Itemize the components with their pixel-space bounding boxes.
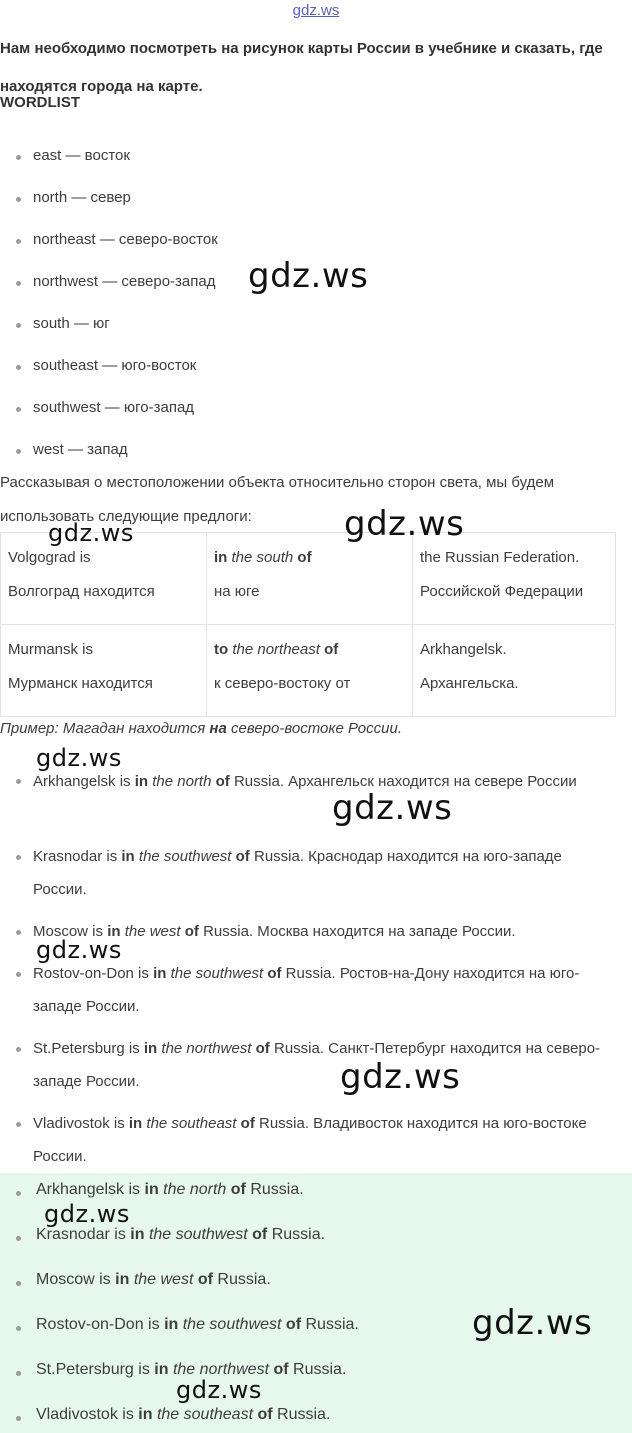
watermark: gdz.ws <box>344 504 465 544</box>
table-cell <box>413 533 616 625</box>
bullet-icon <box>16 197 21 202</box>
cell-ru: Российской Федерации <box>420 583 584 600</box>
cell-ru: Мурманск находится <box>8 675 153 692</box>
cell-en: Arkhangelsk. <box>420 641 507 658</box>
bullet-icon <box>16 972 21 977</box>
example-sentence: Пример: Магадан находится на северо-востоке России. <box>0 720 402 737</box>
bullet-icon <box>16 155 21 160</box>
cell-en: to the northeast of <box>214 641 339 658</box>
list-item: Krasnodar is in the southwest of Russia. <box>36 1226 326 1243</box>
prepositions-paragraph: Рассказывая о местоположении объекта относительно сторон света, мы будем использовать следующие предлоги: <box>0 474 555 525</box>
table-row <box>1 625 616 717</box>
bullet-icon <box>16 1371 21 1376</box>
watermark: gdz.ws <box>340 1057 461 1097</box>
list-item: southwest — юго-запад <box>33 399 195 416</box>
watermark-link[interactable]: gdz.ws <box>292 2 340 19</box>
list-item: St.Petersburg is in the northwest of Russia. <box>36 1361 347 1378</box>
bullet-icon <box>16 1416 21 1421</box>
list-item: Vladivostok is in the southeast of Russia. Владивосток находится на юго-востоке России. <box>33 1115 587 1165</box>
bullet-icon <box>16 323 21 328</box>
table-cell <box>207 625 413 717</box>
table-cell <box>207 533 413 625</box>
list-item: west — запад <box>33 441 128 458</box>
list-item: Rostov-on-Don is in the southwest of Russia. Ростов-на-Дону находится на юго-западе России. <box>33 965 580 1015</box>
cell-en: in the south of <box>214 549 312 566</box>
watermark: gdz.ws <box>332 788 453 828</box>
bullet-icon <box>16 1326 21 1331</box>
list-item: Krasnodar is in the southwest of Russia. Краснодар находится на юго-западе России. <box>33 848 562 898</box>
cell-ru: Волгоград находится <box>8 583 155 600</box>
watermark: gdz.ws <box>472 1303 593 1343</box>
list-item: Moscow is in the west of Russia. Москва находится на западе России. <box>33 923 516 940</box>
watermark: gdz.ws <box>48 519 134 547</box>
bullet-icon <box>16 930 21 935</box>
cell-ru: Архангельска. <box>420 675 519 692</box>
watermark: gdz.ws <box>44 1200 130 1228</box>
bullet-icon <box>16 1047 21 1052</box>
bullet-icon <box>16 1236 21 1241</box>
cell-en: Volgograd is <box>8 549 91 566</box>
prepositions-table <box>0 532 616 717</box>
watermark: gdz.ws <box>36 936 122 964</box>
bullet-icon <box>16 365 21 370</box>
bullet-icon <box>16 779 21 784</box>
bullet-icon <box>16 407 21 412</box>
watermark: gdz.ws <box>36 744 122 772</box>
list-item: south — юг <box>33 315 110 332</box>
list-item: northwest — северо-запад <box>33 273 216 290</box>
table-cell <box>1 625 207 717</box>
bullet-icon <box>16 281 21 286</box>
bullet-icon <box>16 855 21 860</box>
cell-en: the Russian Federation. <box>420 549 580 566</box>
cell-ru: к северо-востоку от <box>214 675 351 692</box>
cell-en: Murmansk is <box>8 641 94 658</box>
list-item: Vladivostok is in the southeast of Russia. <box>36 1406 331 1423</box>
list-item: northeast — северо-восток <box>33 231 218 248</box>
list-item: Arkhangelsk is in the north of Russia. <box>36 1181 304 1198</box>
list-item: Arkhangelsk is in the north of Russia. Архангельск находится на севере России <box>33 773 577 790</box>
bullet-icon <box>16 1281 21 1286</box>
bullet-icon <box>16 449 21 454</box>
list-item: Rostov-on-Don is in the southwest of Russia. <box>36 1316 359 1333</box>
watermark: gdz.ws <box>248 256 369 296</box>
cell-ru: на юге <box>214 583 260 600</box>
table-cell <box>413 625 616 717</box>
bullet-icon <box>16 1191 21 1196</box>
list-item: southeast — юго-восток <box>33 357 197 374</box>
list-item: Moscow is in the west of Russia. <box>36 1271 271 1288</box>
task-intro: Нам необходимо посмотреть на рисунок карты России в учебнике и сказать, где находятся города на карте. <box>0 40 603 95</box>
bullet-icon <box>16 239 21 244</box>
bullet-icon <box>16 1122 21 1127</box>
wordlist-heading: WORDLIST <box>0 94 80 111</box>
list-item: east — восток <box>33 147 130 164</box>
watermark: gdz.ws <box>176 1376 262 1404</box>
list-item: north — север <box>33 189 131 206</box>
list-item: St.Petersburg is in the northwest of Russia. Санкт-Петербург находится на северо-западе России. <box>33 1040 601 1090</box>
